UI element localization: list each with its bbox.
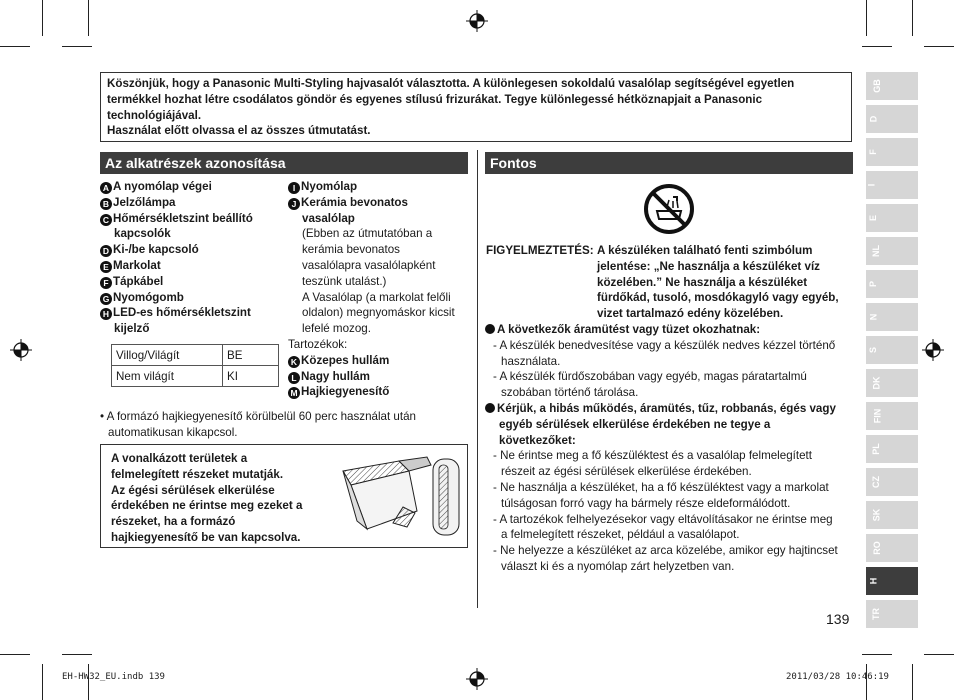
bullet-avoid-injury: Kérjük, a hibás működés, áramütés, tűz, robbanás, égés vagy egyéb sérülések elkerülése érdekében ne tegye a következőket: — [485, 401, 855, 448]
intro-box — [100, 72, 852, 142]
tab-fin[interactable]: FIN — [866, 402, 918, 430]
section-title-important: Fontos — [485, 152, 853, 174]
hot-area-warning-box — [100, 444, 468, 548]
parts-list-col2 — [288, 179, 468, 400]
tab-s[interactable]: S — [866, 336, 918, 364]
bullet-icon — [485, 324, 495, 334]
part-item-k: K Közepes hullám — [288, 353, 468, 369]
intro-line: Köszönjük, hogy a Panasonic Multi-Styling hajvasalót választotta. A különlegesen sokoldalú vasalólap segítségével egyetlen — [107, 77, 795, 90]
part-item-h-cont: kijelző — [114, 322, 150, 336]
badge-d-icon: D — [100, 245, 112, 257]
auto-off-note: • A formázó hajkiegyenesítő körülbelül 60 perc használat után automatikusan kikapcsol. — [100, 410, 416, 439]
bullet-shock-fire: A következők áramütést vagy tüzet okozhatnak: — [485, 322, 855, 338]
warning-label: FIGYELMEZTETÉS: — [486, 244, 594, 257]
part-item-h: H LED-es hőmérsékletszint — [100, 305, 285, 321]
badge-b-icon: B — [100, 198, 112, 210]
tab-pl[interactable]: PL — [866, 435, 918, 463]
list-item: - A készülék fürdőszobában vagy egyéb, magas páratartalmú szobában történő tárolása. — [493, 370, 807, 400]
part-item-m: M Hajkiegyenesítő — [288, 384, 468, 400]
badge-h-icon: H — [100, 308, 112, 320]
column-divider — [477, 150, 478, 608]
list-item: - A készülék benedvesítése vagy a készülék nedves kézzel történő használata. — [493, 338, 836, 368]
part-item-f: F Tápkábel — [100, 274, 285, 290]
tab-i[interactable]: I — [866, 171, 918, 199]
list-item: - Ne helyezze a készüléket az arca közelébe, amikor egy hajtincset választ ki és a nyomólap zárt helyzetben van. — [493, 544, 838, 573]
accessories-label: Tartozékok: — [288, 337, 348, 351]
list-item: - Ne használja a készüléket, ha a fő készüléktest vagy a markolat túlságosan forró vagy ha bármely része eldeformálódott. — [493, 480, 829, 510]
tab-nl[interactable]: NL — [866, 237, 918, 265]
intro-line: termékkel hozhat létre csodálatos göndör és egyenes stílusú frizurákat. Tegye különlegessé hétköznapjait a Panasonic — [107, 92, 763, 106]
bullet-icon — [485, 403, 495, 413]
section-title-parts: Az alkatrészek azonosítása — [100, 152, 468, 174]
tab-tr[interactable]: TR — [866, 600, 918, 628]
badge-c-icon: C — [100, 214, 112, 226]
no-water-symbol-icon — [643, 183, 695, 235]
registration-mark-icon — [922, 339, 944, 361]
intro-line: technológiájával. — [107, 108, 202, 122]
part-item-c-cont: kapcsolók — [114, 227, 171, 241]
part-item-d: D Ki-/be kapcsoló — [100, 242, 285, 258]
tab-gb[interactable]: GB — [866, 72, 918, 100]
part-item-b: B Jelzőlámpa — [100, 195, 285, 211]
list-item: - Ne érintse meg a fő készüléktest és a vasalólap felmelegített részeit az égési sérülések elkerülése érdekében. — [493, 449, 812, 479]
tab-ro[interactable]: RO — [866, 534, 918, 562]
badge-e-icon: E — [100, 261, 112, 273]
badge-g-icon: G — [100, 293, 112, 305]
badge-f-icon: F — [100, 277, 112, 289]
hair-straightener-illustration — [337, 451, 465, 543]
warning-block — [485, 243, 855, 322]
tab-e[interactable]: E — [866, 204, 918, 232]
status-table — [111, 344, 279, 387]
part-item-j-cont: vasalólap — [302, 211, 355, 225]
table-cell: KI — [223, 366, 279, 387]
badge-i-icon: I — [288, 182, 300, 194]
part-item-g: G Nyomógomb — [100, 290, 285, 306]
intro-line: Használat előtt olvassa el az összes útmutatást. — [107, 124, 371, 138]
tab-f[interactable]: F — [866, 138, 918, 166]
badge-a-icon: A — [100, 182, 112, 194]
warning-text: A készüléken található fenti szimbólum jelentése: „Ne használja a készüléket víz közelében.” Ne használja a készüléket fürdőkád, tusoló, mosdókagyló vagy egyéb, vizet tartalmazó edény közelében. — [597, 244, 839, 321]
part-item-c: C Hőmérsékletszint beállító — [100, 211, 285, 227]
tab-d[interactable]: D — [866, 105, 918, 133]
registration-mark-icon — [466, 668, 488, 690]
hot-area-warning-text: A vonalkázott területek a felmelegített részeket mutatják. Az égési sérülések elkerülése érdekében ne érintse meg ezeket a részeket, ha a formázó hajkiegyenesítő be van kapcsolva. — [111, 452, 303, 544]
badge-l-icon: L — [288, 372, 300, 384]
list-item: - A tartozékok felhelyezésekor vagy eltávolításakor ne érintse meg a felmelegített részeket, például a vasalólapot. — [493, 512, 833, 542]
safety-list — [485, 322, 855, 575]
badge-k-icon: K — [288, 356, 300, 368]
tab-h[interactable]: H — [866, 567, 918, 595]
page-number: 139 — [826, 611, 850, 627]
table-row — [112, 345, 279, 366]
part-item-l: L Nagy hullám — [288, 369, 468, 385]
badge-m-icon: M — [288, 387, 300, 399]
parts-list-col1 — [100, 179, 285, 337]
registration-mark-icon — [10, 339, 32, 361]
table-cell: BE — [223, 345, 279, 366]
part-item-i: I Nyomólap — [288, 179, 468, 195]
part-j-note: (Ebben az útmutatóban a kerámia bevonatos vasalólapra vasalólapként teszünk utalást.) A Vasalólap (a markolat felőli oldalon) megnyomáskor kicsit lefelé mozog. — [302, 227, 455, 336]
tab-n[interactable]: N — [866, 303, 918, 331]
part-item-e: E Markolat — [100, 258, 285, 274]
table-cell: Villog/Világít — [112, 345, 223, 366]
tab-cz[interactable]: CZ — [866, 468, 918, 496]
footer-file: EH-HW32_EU.indb 139 — [62, 672, 165, 682]
badge-j-icon: J — [288, 198, 300, 210]
part-item-a: A A nyomólap végei — [100, 179, 285, 195]
tab-sk[interactable]: SK — [866, 501, 918, 529]
footer-date: 2011/03/28 10:46:19 — [786, 672, 889, 682]
part-item-j: J Kerámia bevonatos — [288, 195, 468, 211]
table-row — [112, 366, 279, 387]
tab-dk[interactable]: DK — [866, 369, 918, 397]
tab-p[interactable]: P — [866, 270, 918, 298]
registration-mark-icon — [466, 10, 488, 32]
table-cell: Nem világít — [112, 366, 223, 387]
